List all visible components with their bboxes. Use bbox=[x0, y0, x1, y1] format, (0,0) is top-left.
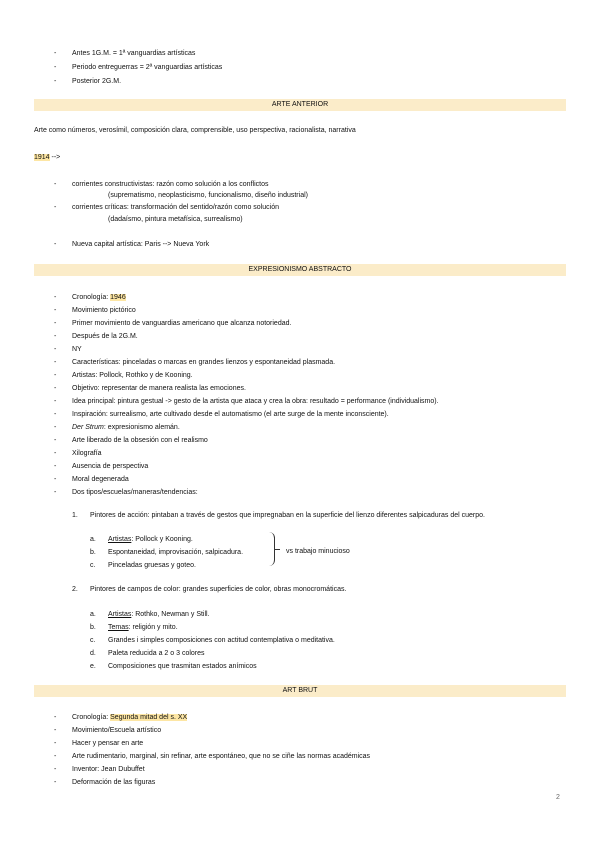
sub-item bbox=[108, 610, 210, 619]
section-title: ARTE ANTERIOR bbox=[271, 101, 329, 108]
sub-label: Temas bbox=[108, 624, 129, 631]
list-item: Inspiración: surrealismo, arte cultivado desde el automatismo (el arte surge de la mente inconsciente). bbox=[72, 411, 389, 418]
list-item: corrientes constructivistas: razón como solución a los conflictos bbox=[72, 181, 269, 188]
list-item: Xilografía bbox=[72, 450, 102, 457]
brace-note: vs trabajo minucioso bbox=[286, 548, 350, 555]
year-highlight: 1914 bbox=[34, 154, 50, 161]
bullet-dash: - bbox=[54, 241, 57, 248]
bullet-dash: - bbox=[54, 50, 57, 57]
list-item: Moral degenerada bbox=[72, 476, 129, 483]
sub-item: Grandes i simples composiciones con actitud contemplativa o meditativa. bbox=[108, 637, 335, 644]
list-item: Después de la 2G.M. bbox=[72, 333, 138, 340]
sub-rest: : Rothko, Newman y Still. bbox=[131, 611, 210, 618]
list-item: Arte liberado de la obsesión con el realismo bbox=[72, 437, 208, 444]
section-title: ART BRUT bbox=[282, 687, 318, 694]
bullet-dash: - bbox=[54, 411, 57, 418]
bullet-dash: - bbox=[54, 766, 57, 773]
sub-rest: : Pollock y Kooning. bbox=[131, 536, 193, 543]
list-item-sub: (suprematismo, neoplasticismo, funcionalismo, diseño industrial) bbox=[108, 192, 308, 199]
list-item: Arte rudimentario, marginal, sin refinar, arte espontáneo, que no se ciñe las normas académicas bbox=[72, 753, 371, 760]
bullet-dash: - bbox=[54, 307, 57, 314]
list-item: Artistas: Pollock, Rothko y de Kooning. bbox=[72, 372, 193, 379]
section-header-expresionismo bbox=[34, 264, 566, 276]
sub-label: Artistas bbox=[108, 536, 132, 543]
list-item: Idea principal: pintura gestual -> gesto de la artista que ataca y crea la obra: resultado = performance (individualismo). bbox=[72, 398, 439, 405]
bullet-dash: - bbox=[54, 714, 57, 721]
bullet-dash: - bbox=[54, 64, 57, 71]
cronologia-value: Segunda mitad del s. XX bbox=[110, 714, 188, 721]
sub-item: Espontaneidad, improvisación, salpicadura. bbox=[108, 549, 244, 556]
bullet-dash: - bbox=[54, 476, 57, 483]
section-header-arte-anterior bbox=[34, 99, 566, 111]
intro-paragraph: Arte como números, verosímil, composición clara, comprensible, uso perspectiva, racionalista, narrativa bbox=[34, 127, 356, 134]
cronologia-line bbox=[72, 713, 187, 722]
sub-item: Paleta reducida a 2 o 3 colores bbox=[108, 650, 205, 657]
intro-item: Posterior 2G.M. bbox=[72, 78, 122, 85]
sub-rest: : religión y mito. bbox=[128, 624, 178, 631]
list-item: Nueva capital artística: Paris --> Nueva York bbox=[72, 241, 210, 248]
list-item: Ausencia de perspectiva bbox=[72, 463, 149, 470]
bullet-dash: - bbox=[54, 385, 57, 392]
brace-tip bbox=[274, 549, 280, 550]
intro-item: Periodo entreguerras = 2ª vanguardias artísticas bbox=[72, 64, 223, 71]
der-strum-label: Der Strum bbox=[72, 424, 104, 431]
list-item: NY bbox=[72, 346, 82, 353]
sub-letter: b. bbox=[90, 549, 96, 556]
bullet-dash: - bbox=[54, 727, 57, 734]
bullet-dash: - bbox=[54, 740, 57, 747]
sub-item bbox=[108, 623, 178, 632]
sub-item: Pinceladas gruesas y goteo. bbox=[108, 562, 196, 569]
list-item-sub: (dadaísmo, pintura metafísica, surrealismo) bbox=[108, 216, 243, 223]
section-title: EXPRESIONISMO ABSTRACTO bbox=[248, 266, 352, 273]
list-item: Movimiento/Escuela artístico bbox=[72, 727, 162, 734]
year-line bbox=[34, 153, 60, 162]
sub-letter: a. bbox=[90, 536, 96, 543]
bullet-dash: - bbox=[54, 346, 57, 353]
year-arrow: --> bbox=[49, 154, 61, 161]
cronologia-label: Cronología: bbox=[72, 294, 111, 301]
bullet-dash: - bbox=[54, 424, 57, 431]
list-item: Deformación de las figuras bbox=[72, 779, 156, 786]
type-text: Pintores de campos de color: grandes superficies de color, obras monocromáticas. bbox=[90, 586, 347, 593]
sub-label: Artistas bbox=[108, 611, 132, 618]
sub-item: Composiciones que trasmitan estados anímicos bbox=[108, 663, 257, 670]
type-text: Pintores de acción: pintaban a través de gestos que impregnaban en la superficie del lienzo diferentes salpicaduras del cuerpo. bbox=[90, 512, 485, 519]
sub-letter: c. bbox=[90, 637, 96, 644]
bullet-dash: - bbox=[54, 294, 57, 301]
type-number: 2. bbox=[72, 586, 78, 593]
bullet-dash: - bbox=[54, 181, 57, 188]
bullet-dash: - bbox=[54, 372, 57, 379]
bullet-dash: - bbox=[54, 463, 57, 470]
sub-letter: a. bbox=[90, 611, 96, 618]
sub-item bbox=[108, 535, 193, 544]
list-item: Objetivo: representar de manera realista las emociones. bbox=[72, 385, 246, 392]
list-item: Primer movimiento de vanguardias americano que alcanza notoriedad. bbox=[72, 320, 292, 327]
list-item: Movimiento pictórico bbox=[72, 307, 136, 314]
bullet-dash: - bbox=[54, 320, 57, 327]
page-number: 2 bbox=[556, 794, 560, 801]
sub-letter: d. bbox=[90, 650, 96, 657]
intro-item: Antes 1G.M. = 1ª vanguardias artísticas bbox=[72, 50, 196, 57]
cronologia-value: 1946 bbox=[110, 294, 126, 301]
list-item: Características: pinceladas o marcas en grandes lienzos y espontaneidad plasmada. bbox=[72, 359, 336, 366]
sub-letter: c. bbox=[90, 562, 96, 569]
bullet-dash: - bbox=[54, 333, 57, 340]
bullet-dash: - bbox=[54, 779, 57, 786]
list-item: Inventor: Jean Dubuffet bbox=[72, 766, 145, 773]
list-item: Dos tipos/escuelas/maneras/tendencias: bbox=[72, 489, 198, 496]
bullet-dash: - bbox=[54, 398, 57, 405]
cronologia-label: Cronología: bbox=[72, 714, 111, 721]
sub-letter: e. bbox=[90, 663, 96, 670]
bullet-dash: - bbox=[54, 489, 57, 496]
list-item: corrientes críticas: transformación del sentido/razón como solución bbox=[72, 204, 279, 211]
sub-letter: b. bbox=[90, 624, 96, 631]
cronologia-line bbox=[72, 293, 126, 302]
type-number: 1. bbox=[72, 512, 78, 519]
bullet-dash: - bbox=[54, 437, 57, 444]
der-strum-line bbox=[72, 423, 180, 432]
bullet-dash: - bbox=[54, 204, 57, 211]
list-item: Hacer y pensar en arte bbox=[72, 740, 144, 747]
der-strum-rest: : expresionismo alemán. bbox=[103, 424, 180, 431]
bullet-dash: - bbox=[54, 78, 57, 85]
bullet-dash: - bbox=[54, 450, 57, 457]
bullet-dash: - bbox=[54, 359, 57, 366]
section-header-art-brut bbox=[34, 685, 566, 697]
bullet-dash: - bbox=[54, 753, 57, 760]
